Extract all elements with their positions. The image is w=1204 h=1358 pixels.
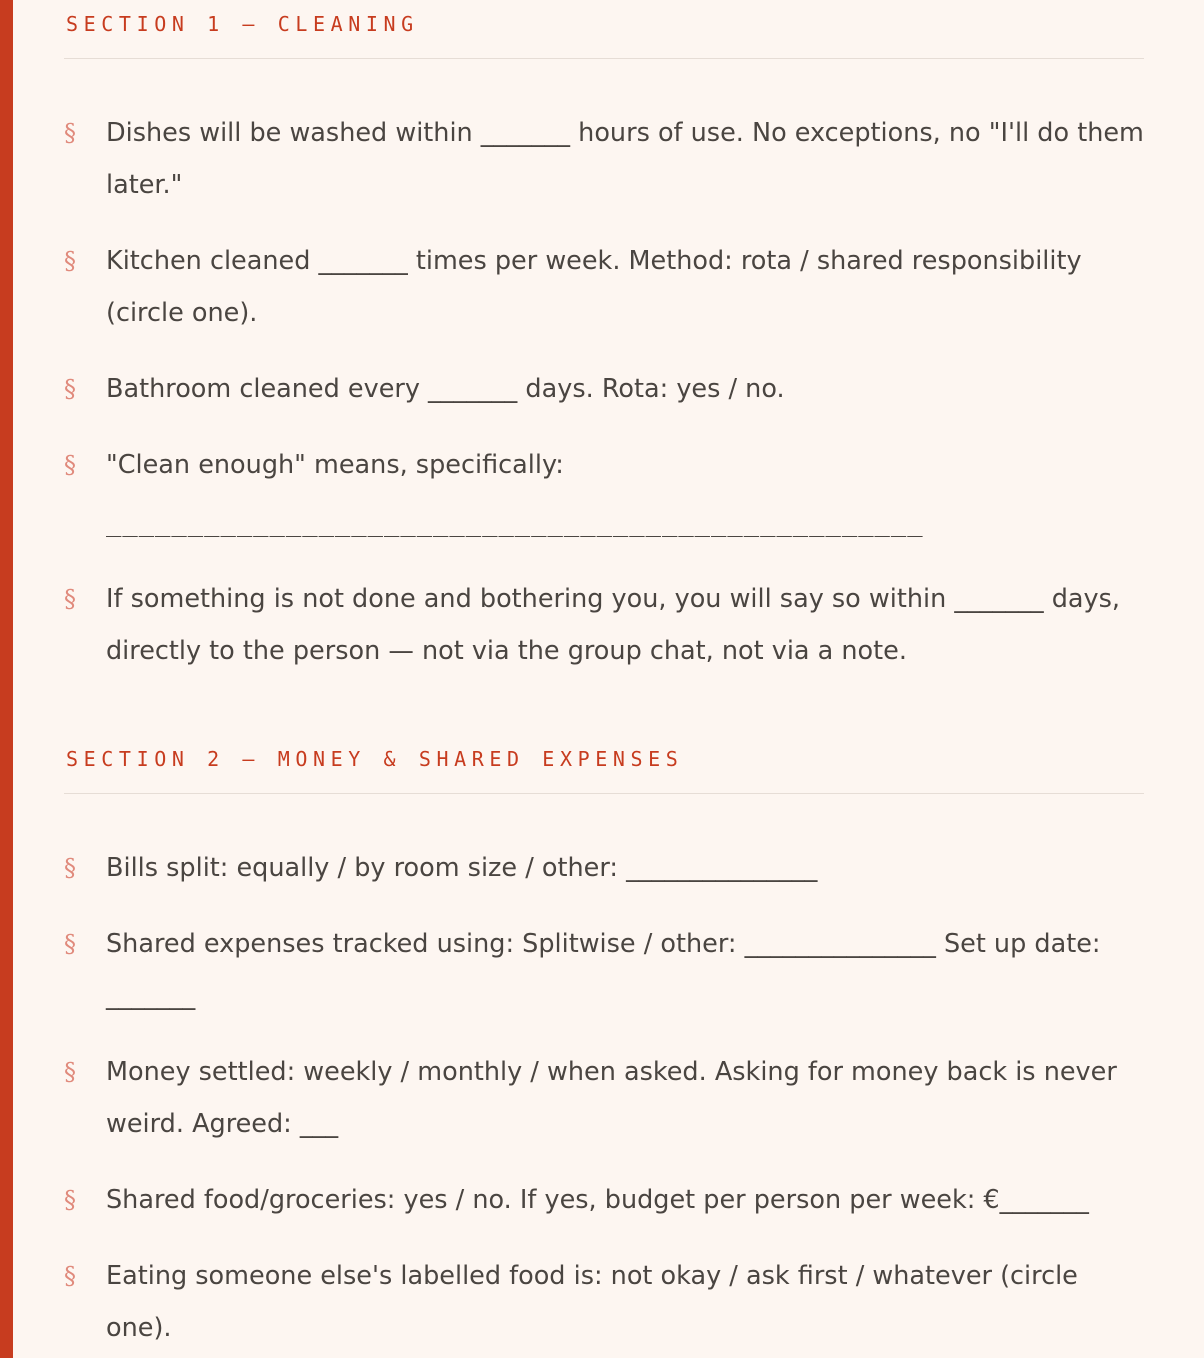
section-sign-icon: § (64, 1262, 76, 1290)
section-sign-icon: § (64, 854, 76, 882)
section-sign-icon: § (64, 247, 76, 275)
section-sign-icon: § (64, 1186, 76, 1214)
section-heading: SECTION 1 — CLEANING (66, 12, 419, 36)
clause-item (64, 573, 1144, 677)
section-heading: SECTION 2 — MONEY & SHARED EXPENSES (66, 747, 684, 771)
clause-text: Shared food/groceries: yes / no. If yes, budget per person per week: €_______ (106, 1185, 1089, 1215)
clause-text: Dishes will be washed within _______ hours of use. No exceptions, no "I'll do them later." (106, 118, 1144, 200)
left-accent-bar (0, 0, 13, 1358)
section-sign-icon: § (64, 1058, 76, 1086)
section-divider (64, 793, 1144, 794)
answer-blank-line: __________________________________________________ (106, 508, 924, 538)
clause-text: "Clean enough" means, specifically: (106, 450, 564, 480)
section-sign-icon: § (64, 930, 76, 958)
clause-item (64, 107, 1144, 211)
clause-text: Bathroom cleaned every _______ days. Rota: yes / no. (106, 374, 785, 404)
clause-list (64, 107, 1144, 677)
clause-text: Money settled: weekly / monthly / when asked. Asking for money back is never weird. Agreed: ___ (106, 1057, 1117, 1139)
section-cleaning (64, 12, 1144, 677)
section-sign-icon: § (64, 375, 76, 403)
clause-item (64, 1174, 1144, 1226)
clause-text: If something is not done and bothering you, you will say so within _______ days, directly to the person — not via the group chat, not via a note. (106, 584, 1120, 666)
clause-text: Shared expenses tracked using: Splitwise / other: _______________ Set up date: _______ (106, 929, 1101, 1011)
section-sign-icon: § (64, 451, 76, 479)
clause-item (64, 1046, 1144, 1150)
section-divider (64, 58, 1144, 59)
clause-item (64, 439, 1144, 549)
clause-list (64, 842, 1144, 1354)
clause-text: Bills split: equally / by room size / other: _______________ (106, 853, 818, 883)
clause-text: Kitchen cleaned _______ times per week. Method: rota / shared responsibility (circle one). (106, 246, 1082, 328)
section-money (64, 747, 1144, 1354)
clause-item (64, 235, 1144, 339)
clause-item (64, 1250, 1144, 1354)
clause-item (64, 918, 1144, 1022)
clause-text: Eating someone else's labelled food is: not okay / ask first / whatever (circle one). (106, 1261, 1078, 1343)
clause-item (64, 363, 1144, 415)
clause-item (64, 842, 1144, 894)
section-sign-icon: § (64, 119, 76, 147)
section-sign-icon: § (64, 585, 76, 613)
